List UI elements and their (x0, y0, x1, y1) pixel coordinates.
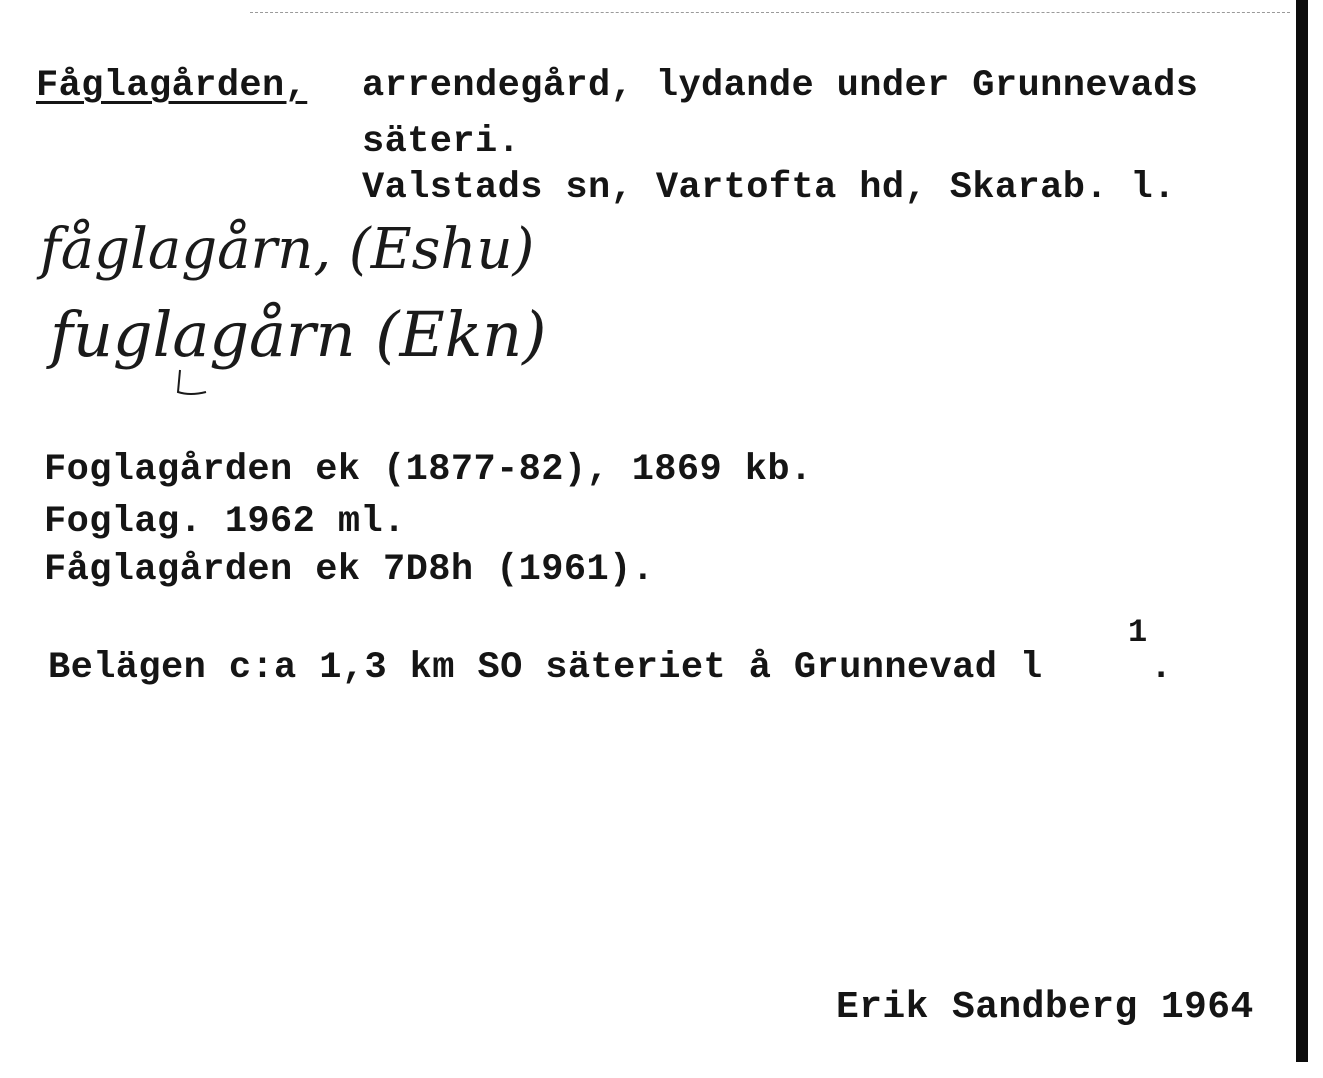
location-line: Belägen c:a 1,3 km SO säteriet å Grunnevad l (48, 647, 1043, 689)
signature: Erik Sandberg 1964 (836, 986, 1254, 1029)
source-line-2: Foglag. 1962 ml. (44, 501, 406, 543)
location-footnote-mark: 1 (1128, 614, 1148, 651)
card-right-edge (1296, 0, 1308, 1062)
svg-text:fåglagårn, (Eshu): fåglagårn, (Eshu) (40, 217, 535, 282)
location-period: . (1150, 647, 1173, 689)
svg-text:fuglagårn (Ekn): fuglagårn (Ekn) (50, 298, 547, 371)
source-line-3: Fåglagården ek 7D8h (1961). (44, 549, 655, 591)
card-top-edge (250, 12, 1290, 14)
source-line-1: Foglagården ek (1877-82), 1869 kb. (44, 449, 813, 491)
header-line-description: arrendegård, lydande under Grunnevads (362, 65, 1199, 107)
handwritten-note-2 (30, 292, 770, 402)
header-line-sateri: säteri. (362, 121, 521, 163)
headword: Fåglagården, (36, 65, 308, 107)
header-line-parish: Valstads sn, Vartofta hd, Skarab. l. (362, 167, 1176, 209)
handwritten-note-1 (30, 208, 650, 298)
